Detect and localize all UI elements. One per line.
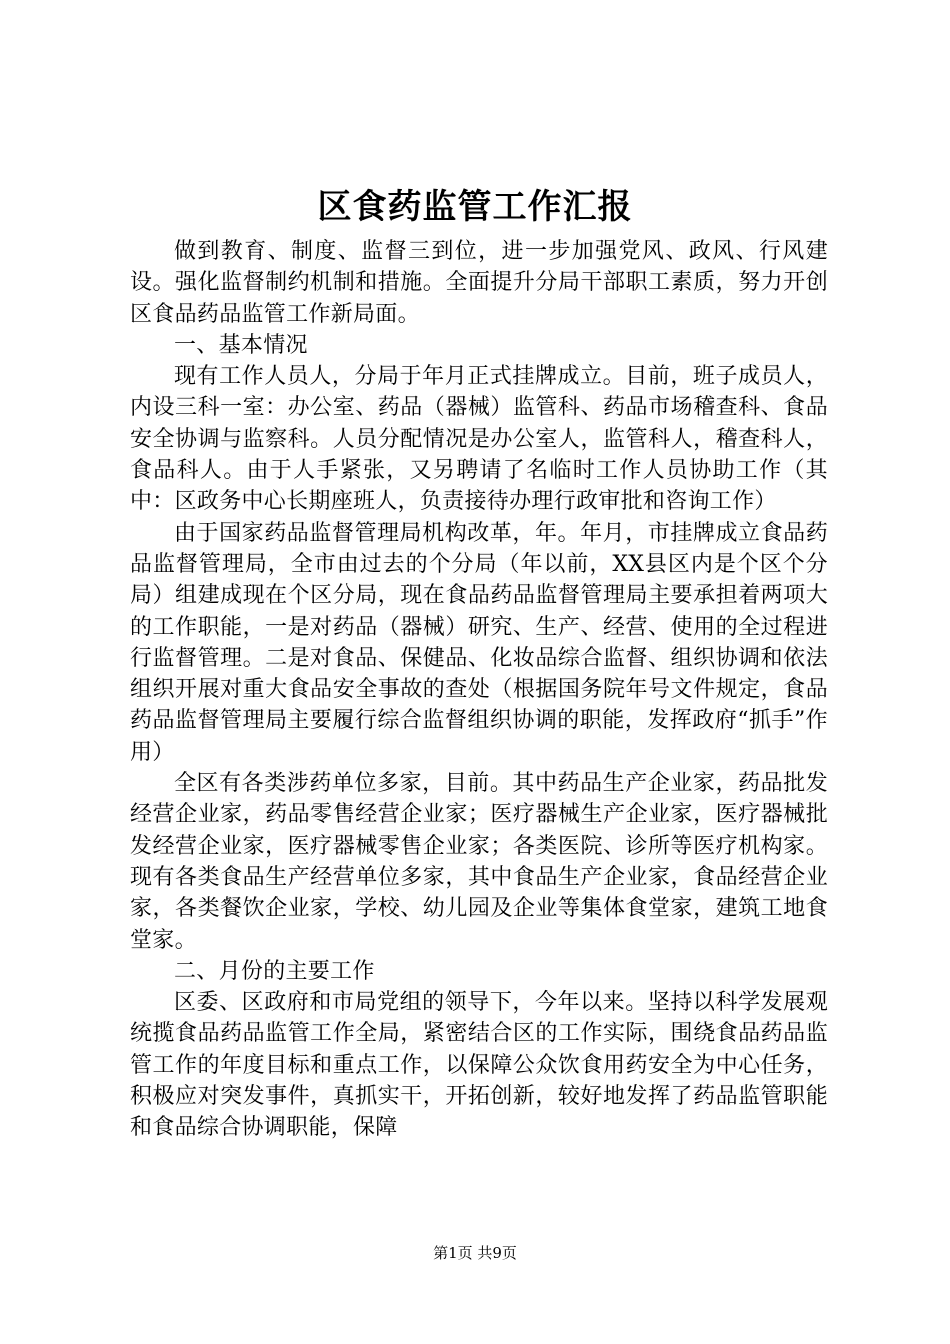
section-heading-basic-situation: 一、基本情况 xyxy=(174,332,308,358)
paragraph-staffing: 现有工作人员人，分局于年月正式挂牌成立。目前，班子成员人，内设三科一室：办公室、药品（器械）监管科、药品市场稽查科、食品安全协调与监察科。人员分配情况是办公室人，监管科人，稽查科人，食品科人。由于人手紧张，又另聘请了名临时工作人员协助工作（其中：区政务中心长期座班人，负责接待办理行政审批和咨询工作） xyxy=(130,364,828,515)
paragraph-units: 全区有各类涉药单位多家，目前。其中药品生产企业家，药品批发经营企业家，药品零售经营企业家；医疗器械生产企业家，医疗器械批发经营企业家，医疗器械零售企业家；各类医院、诊所等医疗机构家。现有各类食品生产经营单位多家，其中食品生产企业家，食品经营企业家，各类餐饮企业家，学校、幼儿园及企业等集体食堂家，建筑工地食堂家。 xyxy=(130,771,828,953)
paragraph-main-work: 区委、区政府和市局党组的领导下，今年以来。坚持以科学发展观统揽食品药品监管工作全局，紧密结合区的工作实际，围绕食品药品监管工作的年度目标和重点工作，以保障公众饮食用药安全为中心任务，积极应对突发事件，真抓实干，开拓创新，较好地发挥了药品监管职能和食品综合协调职能，保障 xyxy=(130,990,828,1141)
document-body xyxy=(130,236,828,1144)
page-footer: 第1页 共9页 xyxy=(433,1244,517,1262)
section-heading-main-work: 二、月份的主要工作 xyxy=(174,958,375,984)
document-title: 区食药监管工作汇报 xyxy=(317,187,633,227)
paragraph-reform: 由于国家药品监督管理局机构改革，年。年月，市挂牌成立食品药品监督管理局，全市由过去的个分局（年以前，XX县区内是个区个分局）组建成现在个区分局，现在食品药品监督管理局主要承担着两项大的工作职能，一是对药品（器械）研究、生产、经营、使用的全过程进行监督管理。二是对食品、保健品、化妆品综合监督、组织协调和依法组织开展对重大食品安全事故的查处（根据国务院年号文件规定，食品药品监督管理局主要履行综合监督组织协调的职能，发挥政府“抓手”作用） xyxy=(130,520,828,765)
paragraph-intro: 做到教育、制度、监督三到位，进一步加强党风、政风、行风建设。强化监督制约机制和措施。全面提升分局干部职工素质，努力开创区食品药品监管工作新局面。 xyxy=(130,239,828,327)
